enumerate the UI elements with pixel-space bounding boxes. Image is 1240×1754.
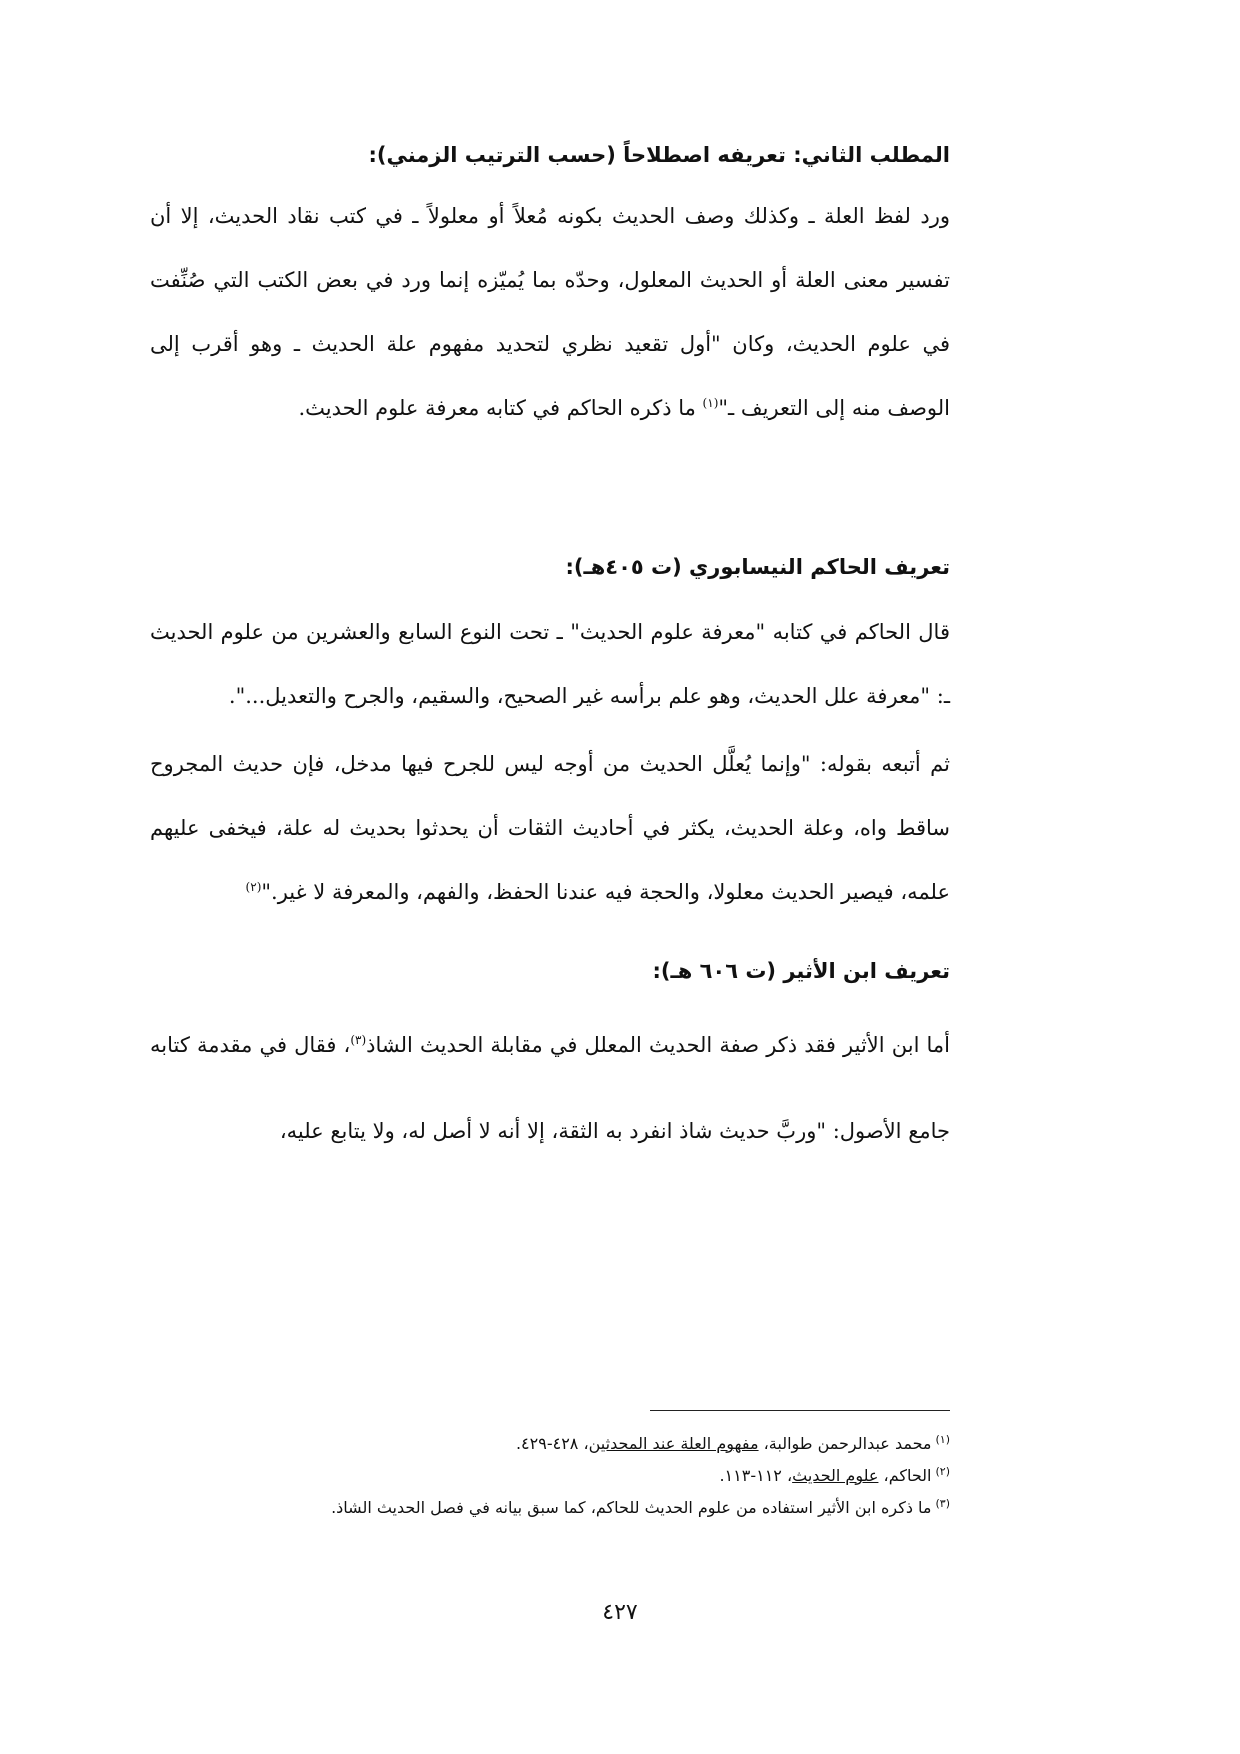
footnote-pages: ، ٤٢٨-٤٢٩.: [515, 1434, 589, 1453]
footnote-title: مفهوم العلة عند المحدثين: [588, 1434, 759, 1453]
footnote-text: ما ذكره ابن الأثير استفاده من علوم الحديث للحاكم، كما سبق بيانه في فصل الحديث الشاذ.: [331, 1498, 932, 1517]
footnote-ref-3[interactable]: (٣): [350, 1033, 367, 1047]
footnote-number: (١): [935, 1432, 950, 1446]
footnote-divider: [650, 1410, 950, 1411]
footnote-title: علوم الحديث: [792, 1466, 879, 1485]
paragraph-text: ثم أتبعه بقوله: "وإنما يُعلَّل الحديث من أوجه ليس للجرح فيها مدخل، فإن حديث المجروح ساقط واه، وعلة الحديث، يكثر في أحاديث الثقات أن يحدثوا بحديث له علة، فيخفى عليهم علمه، فيصير الحديث معلولا، والحجة فيه عندنا الحفظ، والفهم، والمعرفة لا غير.": [150, 752, 950, 904]
footnote-number: (٣): [935, 1496, 950, 1510]
main-text: [150, 140, 950, 1174]
footnote-ref-1[interactable]: (١): [702, 396, 719, 410]
page-number: ٤٢٧: [602, 1600, 638, 1625]
paragraph-hakim-continuation: [150, 732, 950, 924]
section-heading-hakim: تعريف الحاكم النيسابوري (ت ٤٠٥هـ):: [565, 555, 950, 579]
paragraph-text-tail: ما ذكره الحاكم في كتابه معرفة علوم الحديث.: [298, 396, 703, 420]
footnote-text: محمد عبدالرحمن طوالبة،: [758, 1434, 932, 1453]
footnote-number: (٢): [935, 1464, 950, 1478]
paragraph-terminology-intro: [150, 184, 950, 440]
section-heading-ibn-athir: تعريف ابن الأثير (ت ٦٠٦ هـ):: [652, 959, 950, 983]
paragraph-text-continued: ، فقال في مقدمة كتابه جامع الأصول: "وربَّ حديث شاذ انفرد به الثقة، إلا أنه لا أصل له، ولا يتابع عليه،: [150, 1033, 950, 1143]
paragraph-ibn-athir: [150, 1002, 950, 1174]
footnote-ref-2[interactable]: (٢): [245, 880, 262, 894]
footnote-text: الحاكم،: [878, 1466, 932, 1485]
footnotes: [150, 1428, 950, 1524]
footnote-pages: ، ١١٢-١١٣.: [719, 1466, 793, 1485]
footnote-item-1: [150, 1428, 950, 1460]
footnote-item-2: [150, 1460, 950, 1492]
paragraph-text: ورد لفظ العلة ـ وكذلك وصف الحديث بكونه مُعلاً أو معلولاً ـ في كتب نقاد الحديث، إلا أن تفسير معنى العلة أو الحديث المعلول، وحدّه بما يُميّزه إنما ورد في بعض الكتب التي صُنِّفت في علوم الحديث، وكان "أول تقعيد نظري لتحديد مفهوم علة الحديث ـ وهو أقرب إلى الوصف منه إلى التعريف ـ": [150, 204, 950, 420]
paragraph-text: أما ابن الأثير فقد ذكر صفة الحديث المعلل في مقابلة الحديث الشاذ: [366, 1033, 950, 1057]
paragraph-hakim-quote: قال الحاكم في كتابه "معرفة علوم الحديث" ـ تحت النوع السابع والعشرين من علوم الحديث ـ: "معرفة علل الحديث، وهو علم برأسه غير الصحيح، والسقيم، والجرح والتعديل...".: [150, 620, 950, 708]
footnote-item-3: [150, 1492, 950, 1524]
section-heading-terminology: المطلب الثاني: تعريفه اصطلاحاً (حسب الترتيب الزمني):: [368, 143, 950, 167]
